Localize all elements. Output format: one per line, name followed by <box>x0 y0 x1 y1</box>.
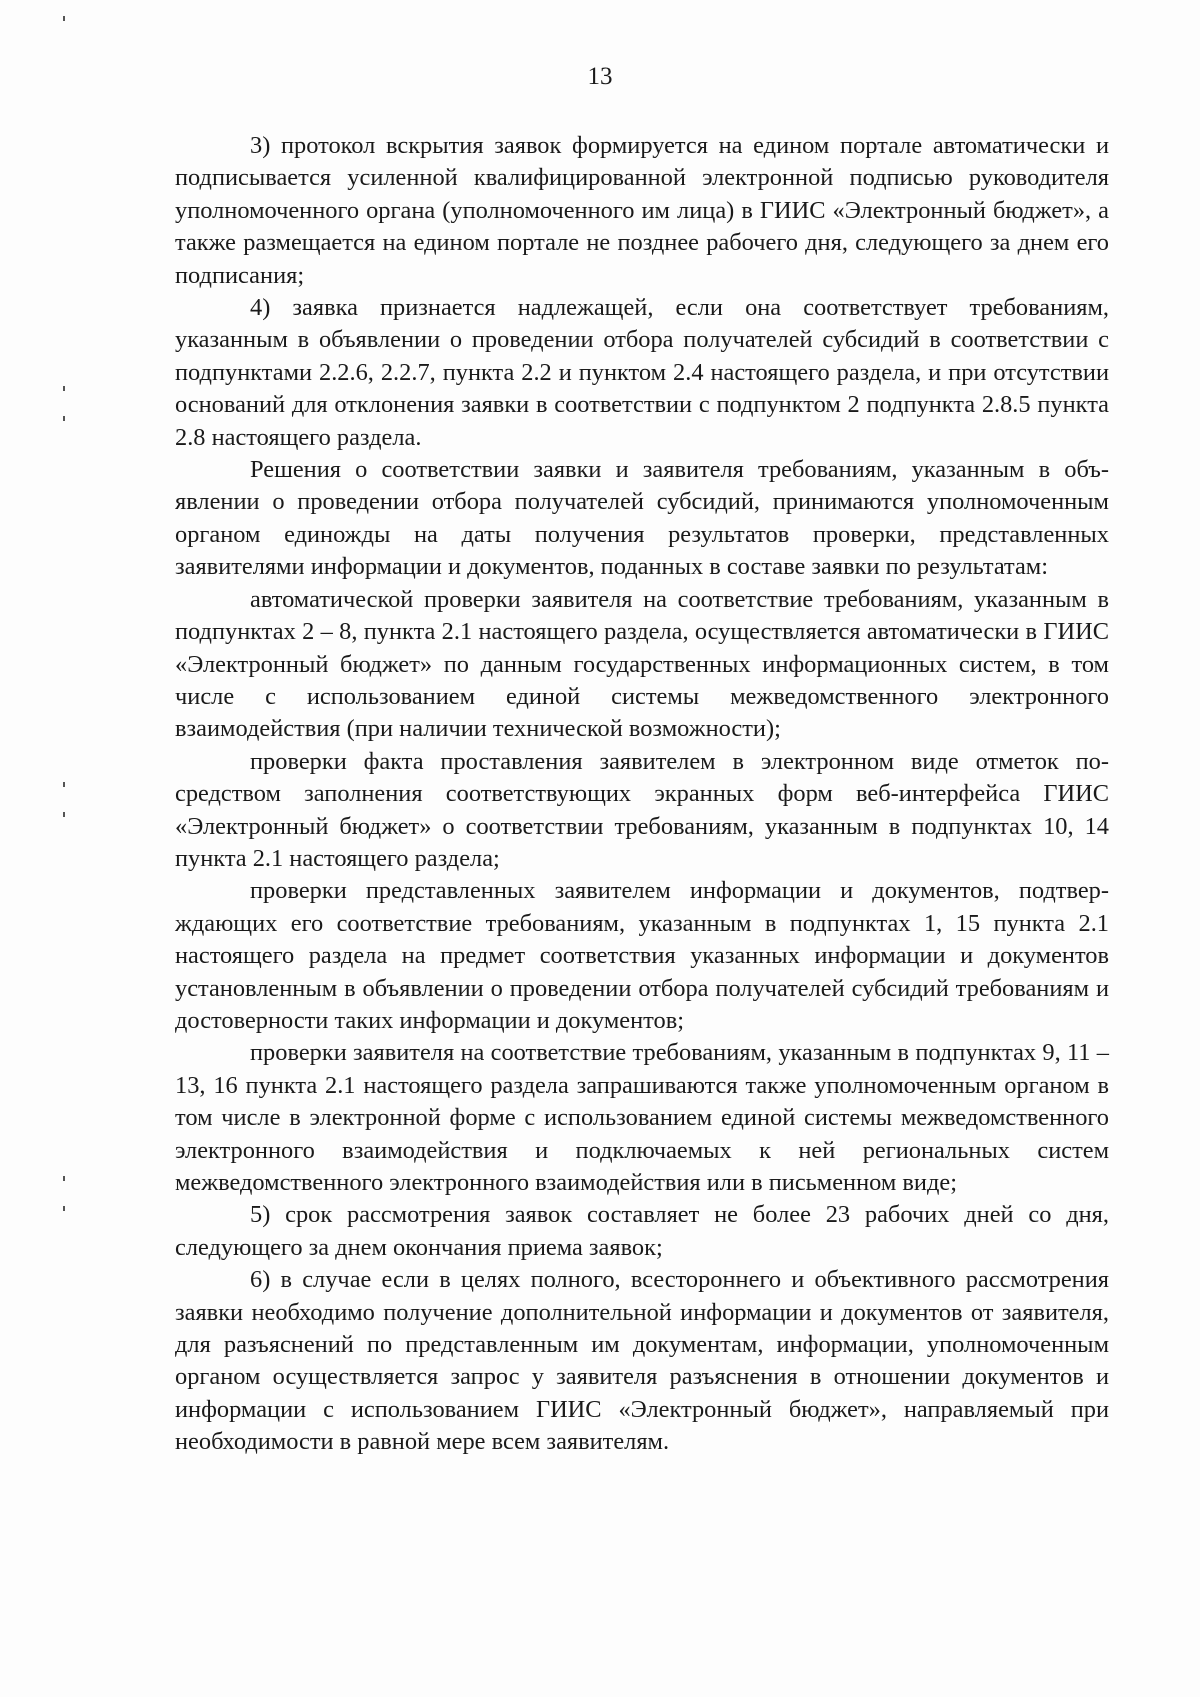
scan-margin-mark <box>63 386 65 391</box>
paragraph-item-4: 4) заявка признается надлежащей, если она соответствует требованиям, указанным в объявлении о проведении отбора получателей субсидий в соответствии с подпунктами 2.2.6, 2.2.7, пункта 2.2 и пунктом 2.4 настоящего раздела, и при отсутствии оснований для отклонения заявки в соответствии с подпунктом 2 подпункта 2.8.5 пункта 2.8 настоящего раздела. <box>175 294 1109 451</box>
scan-margin-mark <box>63 1176 65 1181</box>
paragraph-item-5: 5) срок рассмотрения заявок составляет не более 23 рабочих дней со дня, следующего за днем окончания приема заявок; <box>175 1201 1109 1261</box>
scan-margin-mark <box>63 782 65 787</box>
paragraph-item-6: 6) в случае если в целях полного, всестороннего и объективного рассмотрения заявки необходимо получение дополнительной информации и документов от заявителя, для разъяснений по представленным им документам, информации, уполномоченным органом осуществляется запрос у заявителя разъяснения в отношении документов и информации с использованием ГИИС «Электронный бюджет», направляемый при необходимости в равной мере всем заявителям. <box>175 1266 1109 1456</box>
paragraph-documents-check: проверки представленных заявителем информации и документов, подтверждающих его соответствие требованиям, указанным в подпунктах 1, 15 пункта 2.1 настоящего раздела на предмет соответствия указанных информации и документов установленным в объявлении о проведении отбора получателей субсидий требованиям и достоверности таких информации и документов; <box>175 877 1109 1034</box>
scan-margin-mark <box>63 416 65 421</box>
paragraph-decisions: Решения о соответствии заявки и заявителя требованиям, указанным в объявлении о проведении отбора получателей субсидий, принимаются уполномоченным органом единожды на даты получения результатов проверки, представленных заявителями информации и документов, поданных в составе заявки по результатам: <box>175 456 1109 581</box>
scan-margin-mark <box>63 16 65 21</box>
paragraph-requirements-check: проверки заявителя на соответствие требованиям, указанным в подпунктах 9, 11 – 13, 16 пункта 2.1 настоящего раздела запрашиваются также уполномоченным органом в том числе в электронной форме с использованием единой системы межведомственного электронного взаимодействия и подключаемых к ней региональных систем межведомственного электронного взаимодействия или в письменном виде; <box>175 1039 1109 1196</box>
scan-margin-mark <box>63 1206 65 1211</box>
paragraph-marks-check: проверки факта проставления заявителем в электронном виде отметок посредством заполнения соответствующих экранных форм веб-интерфейса ГИИС «Электронный бюджет» о соответствии требованиям, указанным в подпунктах 10, 14 пункта 2.1 настоящего раздела; <box>175 747 1109 872</box>
scan-margin-mark <box>63 812 65 817</box>
paragraph-item-3: 3) протокол вскрытия заявок формируется на едином портале автоматически и подписывается усиленной квалифицированной электронной подписью руководителя уполномоченного органа (уполномоченного им лица) в ГИИС «Электронный бюджет», а также размещается на едином портале не позднее рабочего дня, следующего за днем его подписания; <box>175 132 1109 289</box>
paragraph-automatic-check: автоматической проверки заявителя на соответствие требованиям, указанным в подпунктах 2 – 8, пункта 2.1 настоящего раздела, осуществляется автоматически в ГИИС «Электронный бюджет» по данным государственных информационных систем, в том числе с использованием единой системы межведомственного электронного взаимодействия (при наличии технической возможности); <box>175 585 1109 743</box>
page-number: 13 <box>587 63 613 90</box>
document-body <box>175 130 1109 1459</box>
